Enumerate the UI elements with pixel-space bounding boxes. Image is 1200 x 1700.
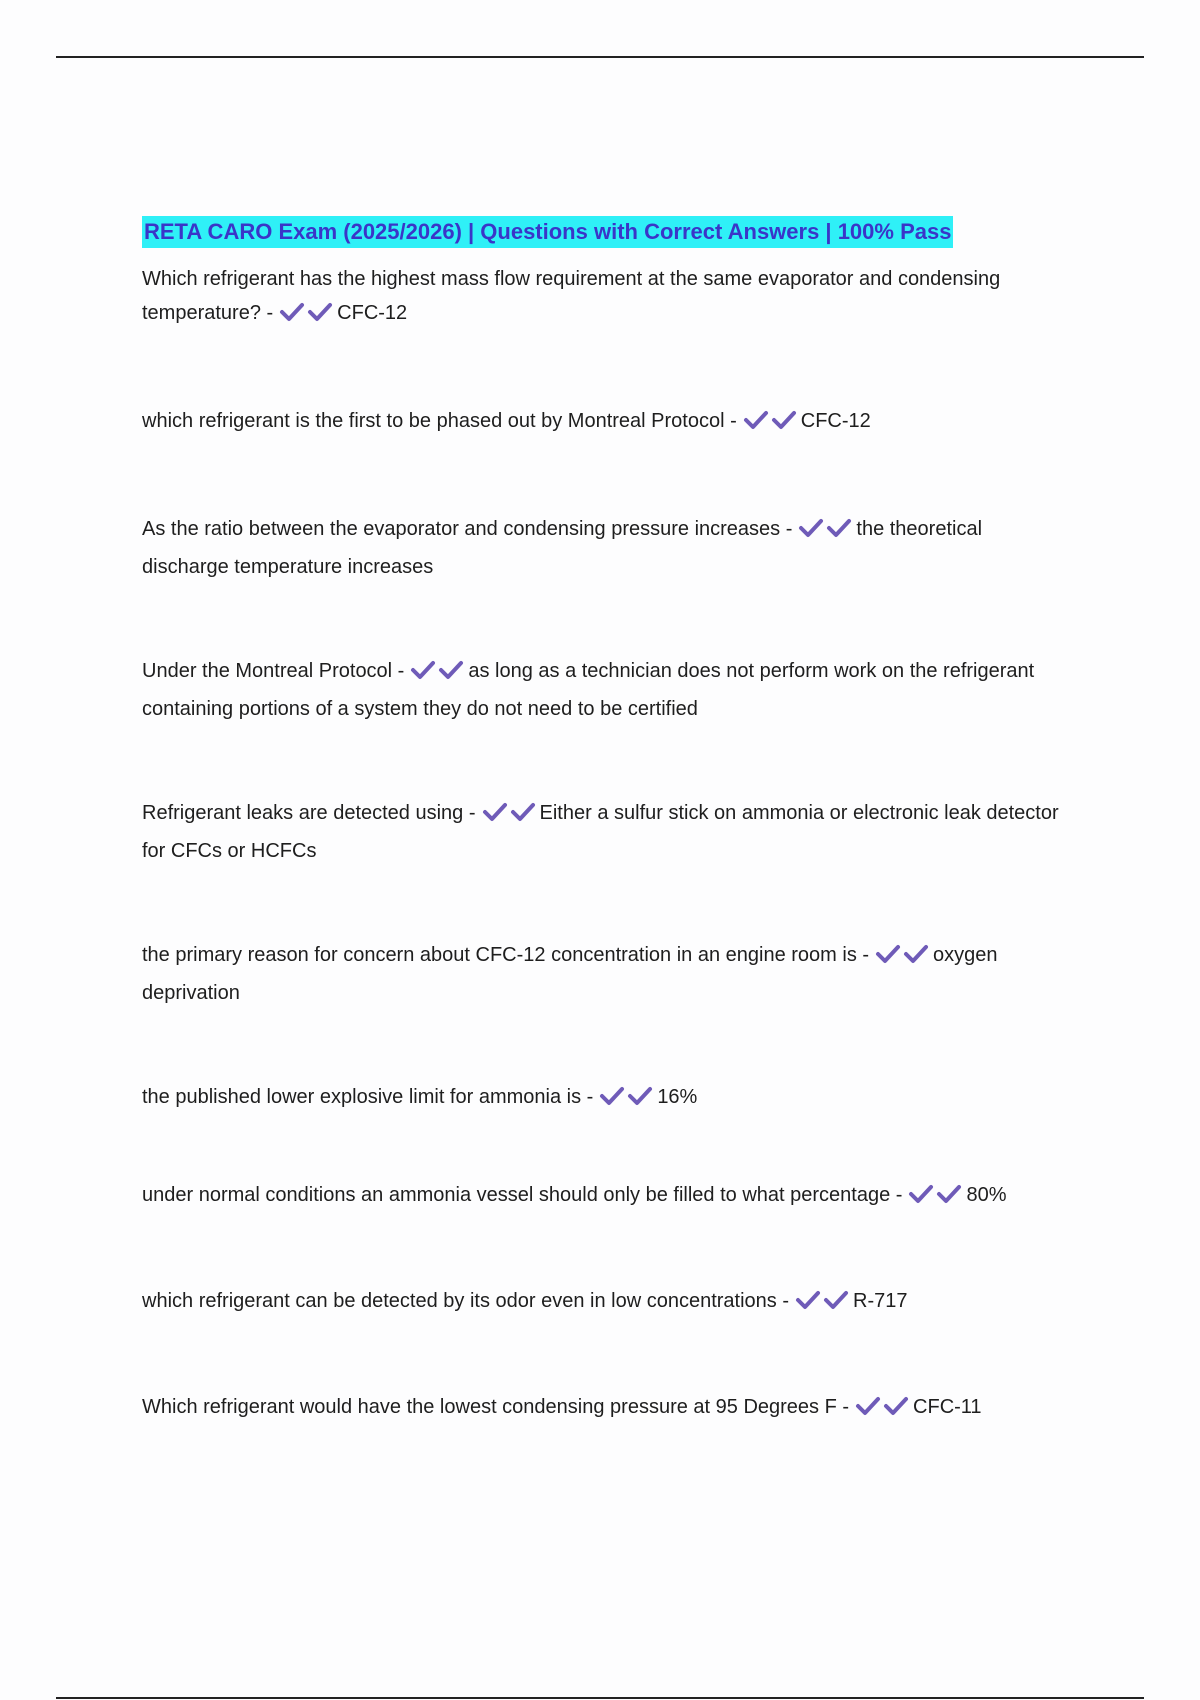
question-text: under normal conditions an ammonia vessel should only be filled to what percentage - <box>142 1184 903 1206</box>
answer-text: the theoretical discharge temperature increases <box>142 518 983 578</box>
answer-text: 16% <box>657 1086 698 1108</box>
document-body <box>142 216 1072 1428</box>
answer-marker <box>410 658 466 692</box>
check-icon <box>903 942 931 964</box>
answer-text: CFC-12 <box>337 302 408 324</box>
qa-item <box>142 938 1072 1010</box>
answer-marker <box>855 1394 911 1428</box>
bottom-rule <box>56 1697 1144 1699</box>
check-icon <box>826 516 854 538</box>
qa-item <box>142 1284 1072 1322</box>
answer-text: as long as a technician does not perform work on the refrigerant containing portions of a system they do not need to be certified <box>142 660 1035 720</box>
check-icon <box>798 516 826 538</box>
answer-marker <box>743 408 799 442</box>
answer-text: oxygen deprivation <box>142 944 998 1004</box>
qa-item <box>142 1080 1072 1118</box>
answer-marker <box>279 300 335 334</box>
qa-item <box>142 404 1072 442</box>
answer-marker <box>795 1288 851 1322</box>
question-text: Under the Montreal Protocol - <box>142 660 405 682</box>
answer-text: Either a sulfur stick on ammonia or electronic leak detector for CFCs or HCFCs <box>142 802 1059 862</box>
check-icon <box>279 300 307 322</box>
answer-marker <box>875 942 931 976</box>
answer-text: CFC-12 <box>800 410 871 432</box>
answer-text: 80% <box>966 1184 1007 1206</box>
question-text: Which refrigerant has the highest mass flow requirement at the same evaporator and condensing temperature? - <box>142 268 1001 324</box>
answer-marker <box>599 1084 655 1118</box>
qa-item <box>142 262 1072 334</box>
qa-list <box>142 262 1072 1428</box>
check-icon <box>883 1394 911 1416</box>
check-icon <box>936 1182 964 1204</box>
question-text: As the ratio between the evaporator and condensing pressure increases - <box>142 518 793 540</box>
check-icon <box>771 408 799 430</box>
qa-item <box>142 1390 1072 1428</box>
document-title: RETA CARO Exam (2025/2026) | Questions with Correct Answers | 100% Pass <box>142 216 953 248</box>
answer-marker <box>482 800 538 834</box>
check-icon <box>743 408 771 430</box>
check-icon <box>438 658 466 680</box>
answer-marker <box>798 516 854 550</box>
qa-item <box>142 1178 1072 1216</box>
check-icon <box>908 1182 936 1204</box>
check-icon <box>823 1288 851 1310</box>
check-icon <box>510 800 538 822</box>
qa-item <box>142 512 1072 584</box>
check-icon <box>410 658 438 680</box>
question-text: which refrigerant can be detected by its odor even in low concentrations - <box>142 1290 790 1312</box>
qa-item <box>142 796 1072 868</box>
check-icon <box>795 1288 823 1310</box>
check-icon <box>599 1084 627 1106</box>
answer-text: R-717 <box>853 1290 908 1312</box>
check-icon <box>482 800 510 822</box>
question-text: Refrigerant leaks are detected using - <box>142 802 476 824</box>
question-text: the primary reason for concern about CFC-12 concentration in an engine room is - <box>142 944 870 966</box>
top-rule <box>56 56 1144 58</box>
check-icon <box>855 1394 883 1416</box>
qa-item <box>142 654 1072 726</box>
answer-text: CFC-11 <box>913 1396 982 1418</box>
check-icon <box>307 300 335 322</box>
question-text: Which refrigerant would have the lowest condensing pressure at 95 Degrees F - <box>142 1396 850 1418</box>
answer-marker <box>908 1182 964 1216</box>
question-text: the published lower explosive limit for ammonia is - <box>142 1086 594 1108</box>
check-icon <box>627 1084 655 1106</box>
check-icon <box>875 942 903 964</box>
question-text: which refrigerant is the first to be phased out by Montreal Protocol - <box>142 410 737 432</box>
